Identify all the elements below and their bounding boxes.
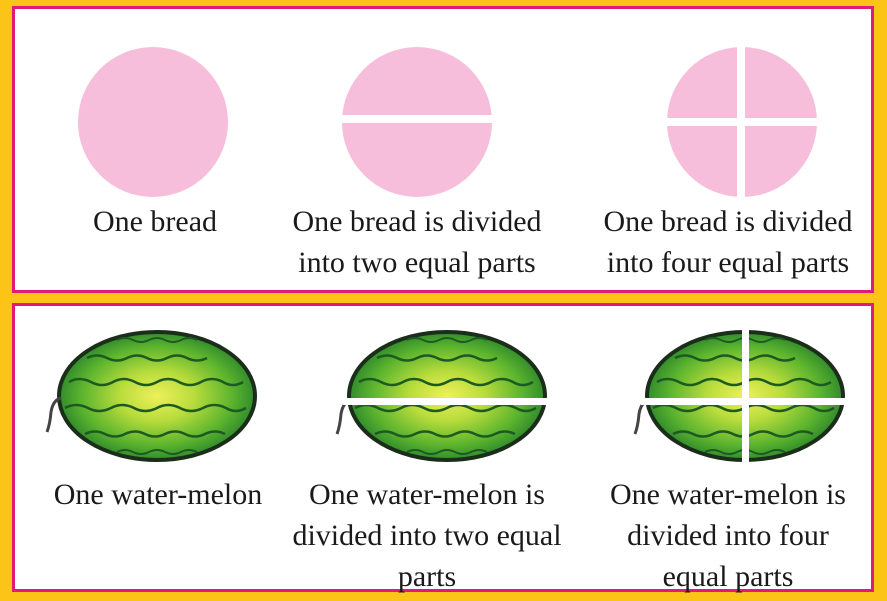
caption-line: One water-melon [53, 478, 263, 511]
caption-watermelon-quarters [587, 474, 869, 597]
caption-line: parts [397, 560, 457, 593]
caption-watermelon-whole [37, 474, 279, 515]
caption-line: into two equal parts [298, 246, 536, 279]
caption-bread-quarters [587, 201, 869, 283]
watermelon-panel [12, 303, 874, 592]
watermelon-halves-icon [333, 328, 547, 468]
caption-watermelon-halves [277, 474, 577, 597]
bread-quarters-icon [664, 47, 820, 197]
caption-line: One water-melon is [610, 478, 846, 511]
caption-line: equal parts [662, 560, 794, 593]
caption-bread-halves [277, 201, 557, 283]
bread-panel [12, 6, 874, 293]
caption-line: divided into four [627, 519, 829, 552]
caption-bread-whole [55, 201, 255, 242]
caption-line: One bread is divided [603, 205, 853, 238]
watermelon-whole-icon [43, 328, 257, 468]
caption-line: One bread is divided [292, 205, 542, 238]
caption-line: into four equal parts [606, 246, 850, 279]
bread-halves-icon [339, 47, 495, 197]
caption-line: One bread [92, 205, 218, 238]
bread-whole-icon [75, 47, 231, 197]
caption-line: divided into two equal [292, 519, 562, 552]
caption-line: One water-melon is [309, 478, 545, 511]
watermelon-quarters-icon [631, 328, 845, 468]
